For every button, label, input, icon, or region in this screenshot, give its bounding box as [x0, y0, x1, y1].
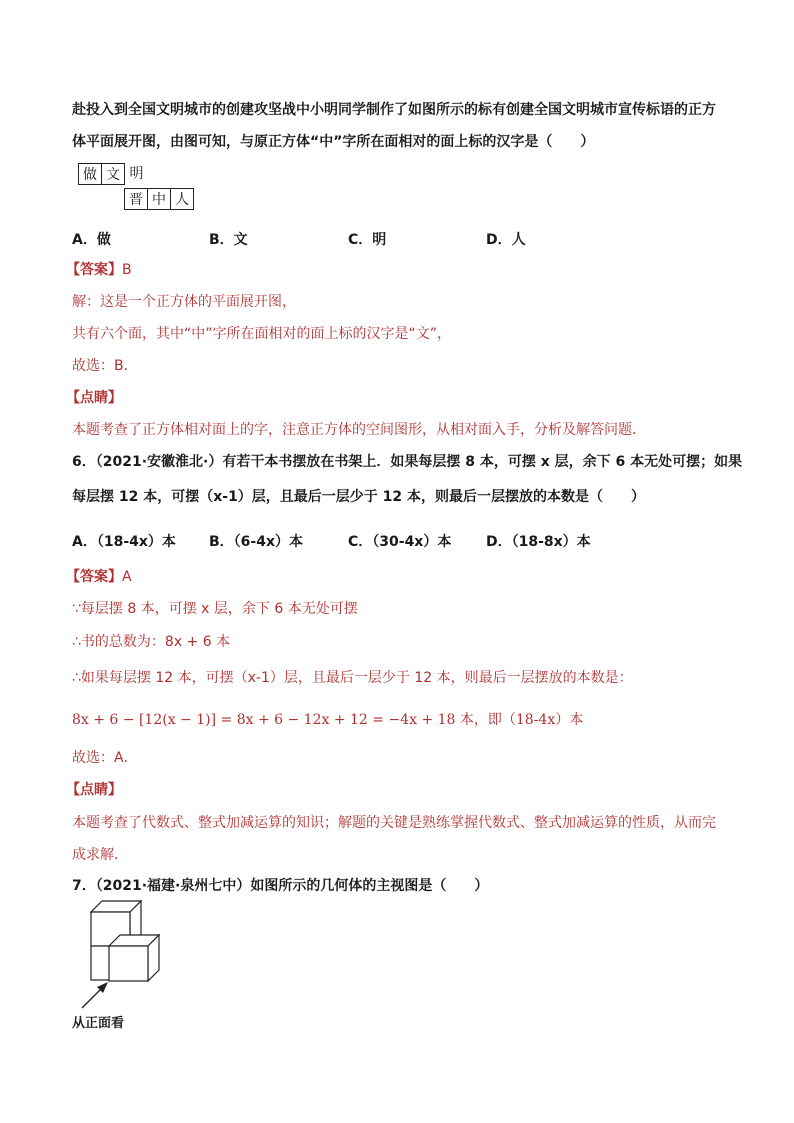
net-cell-bottom-3: 人 [170, 188, 194, 210]
q6-comment-label: 【点睛】 [66, 782, 122, 798]
q6-stem-line1: 6．（2021·安徽淮北·）有若干本书摆放在书架上．如果每层摆 8 本，可摆 x 层，余下 6 本无处可摆；如果 [72, 454, 743, 470]
q5-solution-1: 解：这是一个正方体的平面展开图， [72, 294, 296, 310]
q6-solution-5: 故选：A． [72, 750, 138, 766]
q6-option-a: A．（18-4x）本 [72, 534, 176, 550]
q5-option-d: D．人 [486, 232, 526, 248]
q5-answer-value: B [122, 262, 132, 278]
view-direction-label: 从正面看 [72, 1016, 125, 1031]
q5-option-c: C．明 [348, 232, 387, 248]
net-cell-bottom-1: 晋 [124, 188, 148, 210]
q5-answer-label: 【答案】 [66, 262, 122, 278]
q6-option-c: C．（30-4x）本 [348, 534, 452, 550]
q7-stem: 7．（2021·福建·泉州七中）如图所示的几何体的主视图是（ ） [72, 878, 489, 894]
q5-stem-line1: 赴投入到全国文明城市的创建攻坚战中小明同学制作了如图所示的标有创建全国文明城市宣传标语的正方 [72, 102, 716, 118]
net-cell-bottom-2: 中 [147, 188, 171, 210]
q5-comment-label: 【点睛】 [66, 390, 122, 406]
q5-option-a: A．做 [72, 232, 111, 248]
q6-solution-3: ∴如果每层摆 12 本，可摆（x-1）层，且最后一层少于 12 本，则最后一层摆放的本数是： [72, 670, 633, 686]
q5-solution-3: 故选：B． [72, 358, 138, 374]
q6-comment-1: 本题考查了代数式、整式加减运算的知识；解题的关键是熟练掌握代数式、整式加减运算的性质，从而完 [72, 815, 716, 831]
q6-solution-1: ∵每层摆 8 本，可摆 x 层，余下 6 本无处可摆 [72, 601, 358, 617]
net-cell-top-3: 明 [124, 163, 148, 185]
q6-solution-2: ∴书的总数为：8x + 6 本 [72, 634, 231, 650]
solid-figure [80, 900, 200, 1015]
q6-answer-label: 【答案】 [66, 569, 122, 585]
q6-answer-value: A [122, 569, 132, 585]
q6-option-b: B．（6-4x）本 [209, 534, 303, 550]
q5-answer [66, 260, 132, 280]
q6-comment-2: 成求解． [72, 847, 128, 863]
q5-solution-2: 共有六个面，其中“中”字所在面相对的面上标的汉字是“文”， [72, 326, 452, 342]
net-cell-top-1: 做 [78, 163, 102, 185]
q5-stem-line2: 体平面展开图，由图可知，与原正方体“中”字所在面相对的面上标的汉字是（ ） [72, 134, 595, 150]
q6-solution-equation: 8x + 6 − [12(x − 1)] = 8x + 6 − 12x + 12 = −4x + 18 本，即（18-4x）本 [72, 712, 584, 728]
q6-stem-line2: 每层摆 12 本，可摆（x-1）层，且最后一层少于 12 本，则最后一层摆放的本数是（ ） [72, 489, 646, 505]
cube-front-face [109, 946, 148, 981]
q5-option-b: B．文 [209, 232, 248, 248]
net-cell-top-2: 文 [101, 163, 125, 185]
q6-answer [66, 567, 132, 587]
q5-comment: 本题考查了正方体相对面上的字，注意正方体的空间图形，从相对面入手，分析及解答问题． [72, 422, 646, 438]
q6-option-d: D．（18-8x）本 [486, 534, 591, 550]
